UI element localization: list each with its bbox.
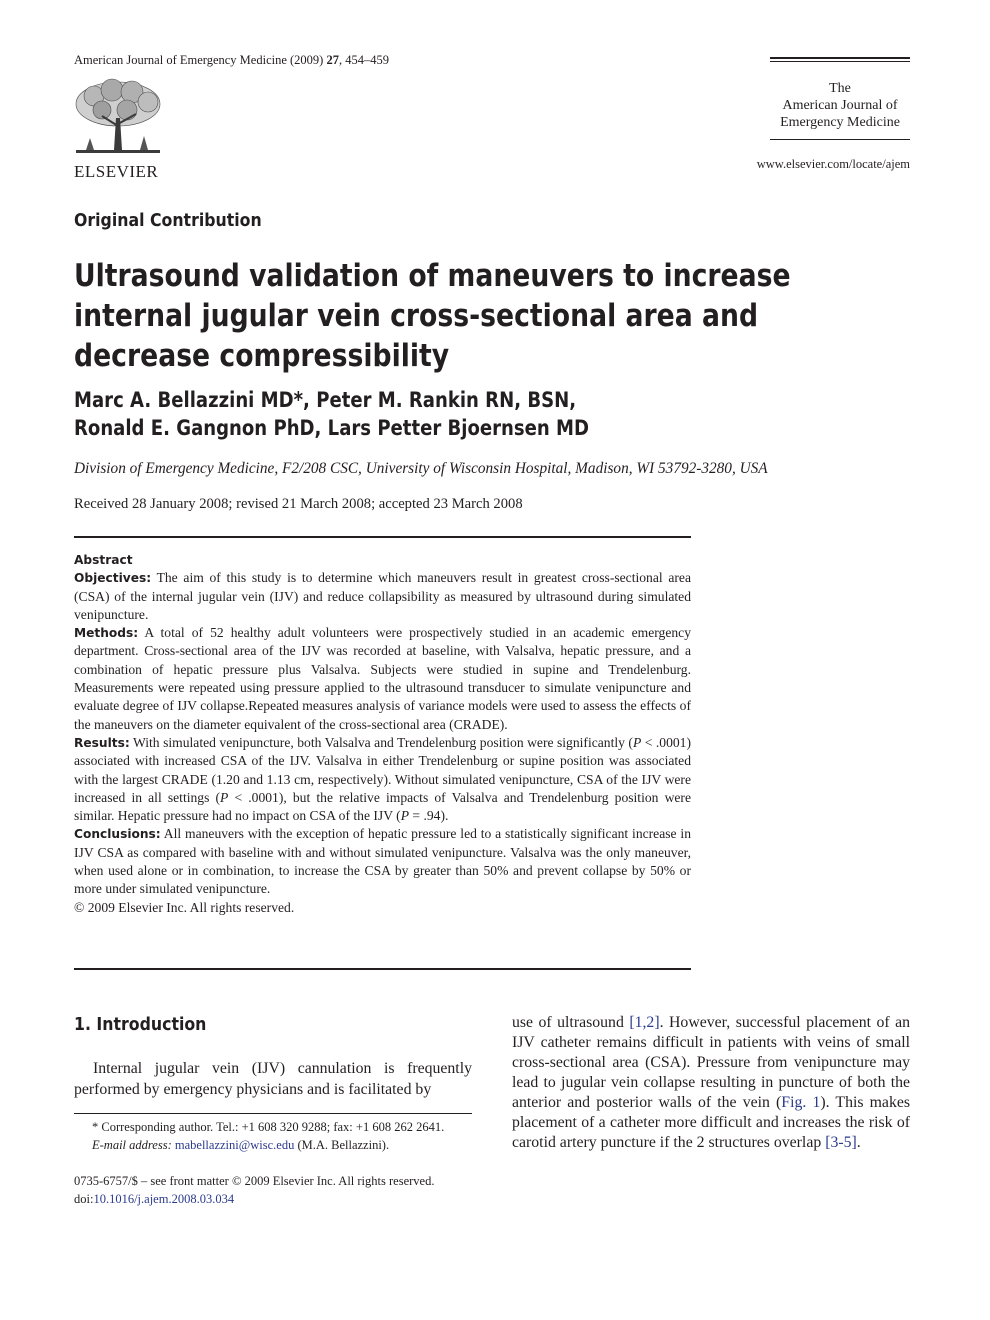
issn-doi bbox=[74, 1173, 494, 1208]
journal-title bbox=[770, 80, 910, 131]
conclusions-label: Conclusions: bbox=[74, 827, 161, 842]
masthead-rule bbox=[770, 57, 910, 59]
corresponding-author-note: * Corresponding author. Tel.: +1 608 320 9288; fax: +1 608 262 2641. bbox=[92, 1120, 445, 1134]
article-title: Ultrasound validation of maneuvers to increase internal jugular vein cross-sectional area and decrease compressibility bbox=[74, 258, 791, 374]
author-list bbox=[74, 386, 659, 442]
journal-title-line: The bbox=[829, 81, 851, 96]
footnote-rule bbox=[74, 1113, 472, 1114]
email-owner: (M.A. Bellazzini). bbox=[294, 1137, 390, 1152]
section-heading-introduction: 1. Introduction bbox=[74, 1015, 207, 1035]
citation-journal: American Journal of Emergency Medicine (2009) bbox=[74, 53, 327, 67]
conclusions-text: All maneuvers with the exception of hepatic pressure led to a statistically significant increase in IJV CSA as compared with baseline with and without simulated venipuncture. Valsalva was the only maneuver, when used alone or in combination, to increase the CSA by greater than 50% and prevent collapse by 50% or more under simulated venipuncture. bbox=[74, 826, 691, 897]
masthead-rule bbox=[770, 61, 910, 62]
reference-link[interactable]: [1,2] bbox=[629, 1014, 660, 1031]
intro-paragraph-continued bbox=[512, 1013, 910, 1153]
journal-title-line: Emergency Medicine bbox=[780, 115, 900, 130]
body-text: . bbox=[856, 1134, 861, 1151]
abstract-bottom-rule bbox=[74, 968, 691, 970]
publisher-wordmark: ELSEVIER bbox=[74, 162, 159, 181]
article-type: Original Contribution bbox=[74, 211, 262, 231]
objectives-label: Objectives: bbox=[74, 571, 152, 586]
doi-line bbox=[74, 1191, 494, 1209]
author-line: Marc A. Bellazzini MD*, Peter M. Rankin RN, BSN, bbox=[74, 388, 577, 412]
abstract bbox=[74, 551, 691, 917]
doi-link[interactable]: 10.1016/j.ajem.2008.03.034 bbox=[93, 1191, 235, 1206]
results-text: With simulated venipuncture, both Valsalva and Trendelenburg position were significantly ( bbox=[129, 734, 633, 750]
journal-url[interactable]: www.elsevier.com/locate/ajem bbox=[756, 157, 910, 171]
doi-label: doi: bbox=[74, 1191, 94, 1206]
abstract-results bbox=[74, 734, 691, 825]
figure-link[interactable]: Fig. 1 bbox=[781, 1094, 821, 1111]
reference-link[interactable]: [3-5] bbox=[825, 1134, 857, 1151]
journal-citation bbox=[74, 53, 389, 68]
results-text: = .94). bbox=[409, 808, 449, 824]
p-value-symbol: P bbox=[400, 808, 410, 824]
affiliation: Division of Emergency Medicine, F2/208 CSC, University of Wisconsin Hospital, Madison, WI 53792-3280, USA bbox=[74, 460, 768, 477]
methods-label: Methods: bbox=[74, 626, 139, 641]
methods-text: A total of 52 healthy adult volunteers were prospectively studied in an academic emergency department. Cross-sectional area of the IJV was recorded at baseline, with Valsalva, hepatic pressure, and a combination of hepatic pressure plus Valsalva. Subjects were studied in supine and Trendelenburg. Measurements were repeated using pressure applied to the ultrasound transducer to simulate venipuncture and evaluate degree of IJV collapse.Repeated measures analysis of variance models were used to assess the effects of the maneuvers on the diameter equivalent of the cross-sectional area (CRADE). bbox=[74, 625, 691, 732]
body-text: use of ultrasound bbox=[512, 1014, 630, 1031]
abstract-objectives bbox=[74, 569, 691, 624]
intro-paragraph: Internal jugular vein (IJV) cannulation is frequently performed by emergency physicians and is facilitated by bbox=[74, 1060, 472, 1098]
objectives-text: The aim of this study is to determine which maneuvers result in greatest cross-sectional area (CSA) of the internal jugular vein (IJV) and reduce collapsibility as measured by ultrasound during simulated venipuncture. bbox=[74, 570, 691, 622]
author-line: Ronald E. Gangnon PhD, Lars Petter Bjoernsen MD bbox=[74, 416, 590, 440]
email-label: E-mail address: bbox=[92, 1137, 172, 1152]
results-text: < .0001) associated with increased CSA of the IJV. Valsalva in either Trendelenburg or supine position was associated with the largest CRADE (1.20 and 1.13 cm, respectively). Without simulated venipuncture, CSA of the IJV were increased in all settings ( bbox=[74, 734, 692, 805]
journal-title-line: American Journal of bbox=[782, 98, 898, 113]
abstract-copyright: © 2009 Elsevier Inc. All rights reserved. bbox=[74, 899, 295, 915]
citation-volume: 27 bbox=[326, 53, 339, 67]
abstract-conclusions bbox=[74, 825, 691, 898]
abstract-heading: Abstract bbox=[74, 553, 133, 567]
email-link[interactable]: mabellazzini@wisc.edu bbox=[174, 1137, 295, 1152]
p-value-symbol: P bbox=[220, 789, 229, 805]
results-text: < .0001), but the relative impacts of Valsalva and Trendelenburg position were similar. Hepatic pressure had no impact on CSA of the IJV ( bbox=[74, 789, 691, 824]
email-line bbox=[74, 1137, 474, 1155]
abstract-methods bbox=[74, 624, 691, 734]
masthead-rule bbox=[770, 139, 910, 140]
footnotes bbox=[74, 1119, 474, 1154]
elsevier-tree-logo bbox=[72, 78, 164, 165]
journal-masthead bbox=[770, 57, 910, 140]
issn-line: 0735-6757/$ – see front matter © 2009 Elsevier Inc. All rights reserved. bbox=[74, 1174, 435, 1188]
received-dates: Received 28 January 2008; revised 21 March 2008; accepted 23 March 2008 bbox=[74, 496, 523, 512]
results-label: Results: bbox=[74, 735, 130, 750]
body-text: ). This makes placement of a catheter more difficult and increases the risk of carotid artery puncture if the 2 structures overlap bbox=[512, 1094, 910, 1151]
body-text: . However, successful placement of an IJV catheter remains difficult in patients with veins of small cross-sectional area (CSA). Pressure from venipuncture may lead to jugular vein collapse resulting in puncture of both the anterior and posterior walls of the vein ( bbox=[512, 1014, 910, 1111]
abstract-top-rule bbox=[74, 536, 691, 538]
citation-pages: , 454–459 bbox=[338, 53, 389, 67]
p-value-symbol: P bbox=[632, 734, 642, 750]
